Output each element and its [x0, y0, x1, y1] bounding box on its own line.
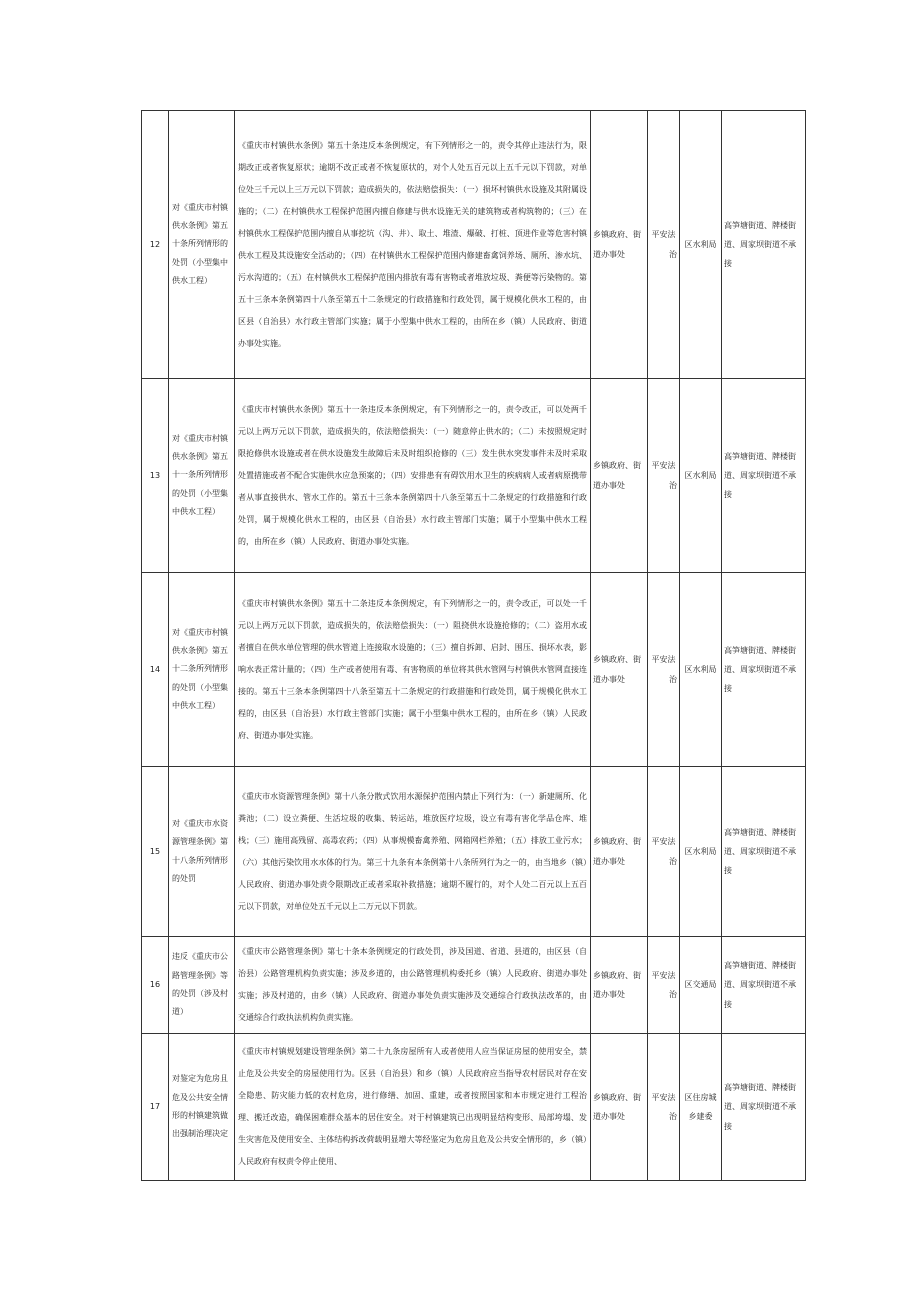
exception-note: 高笋塘街道、牌楼街道、周家坝街道不承接 — [722, 1034, 806, 1181]
competent-department: 区水利局 — [680, 111, 722, 379]
unit-line-2: 治 — [669, 480, 677, 490]
implementing-subject: 乡镇政府、街道办事处 — [591, 573, 648, 767]
competent-department: 区水利局 — [680, 767, 722, 937]
legal-basis: 《重庆市村镇供水条例》第五十条违反本条例规定，有下列情形之一的，责令其停止违法行为，限期改正或者恢复原状；逾期不改正或者不恢复原状的，对个人处五百元以上五千元以下罚款，对单位处三千元以上三万元以下罚款；造成损失的，依法赔偿损失：（一）损坏村镇供水设施及其附属设施的；（二）在村镇供水工程保护范围内擅自修建与供水设施无关的建筑物或者构筑物的；（三）在村镇供水工程保护范围内擅自从事挖坑（沟、井）、取土、堆渣、爆破、打桩、顶进作业等危害村镇供水工程及其设施安全活动的；（四）在村镇供水工程保护范围内修建畜禽饲养场、厕所、渗水坑、污水沟道的；（五）在村镇供水工程保护范围内排放有毒有害物或者堆放垃圾、粪便等污染物的。第五十三条本条例第四十八条至第五十二条规定的行政措施和行政处罚，属于规模化供水工程的，由区县（自治县）水行政主管部门实施；属于小型集中供水工程的，由所在乡（镇）人民政府、街道办事处实施。 — [235, 111, 591, 379]
unit-line-1: 平安法 — [651, 970, 676, 980]
implementing-subject: 乡镇政府、街道办事处 — [591, 1034, 648, 1181]
authority-table — [141, 110, 806, 1181]
legal-basis: 《重庆市村镇规划建设管理条例》第二十九条房屋所有人或者使用人应当保证房屋的使用安全，禁止危及公共安全的房屋使用行为。区县（自治县）和乡（镇）人民政府应当指导农村居民对存在安全隐患、防灾能力低的农村危房，进行修缮、加固、重建，或者按照国家和本市规定进行工程治理、搬迁改造，确保困难群众基本的居住安全。对于村镇建筑已出现明显结构变形、局部垮塌、发生灾害危及使用安全、主体结构拆改荷载明显增大等经鉴定为危房且危及公共安全情形的，乡（镇）人民政府有权责令停止使用、 — [235, 1034, 591, 1181]
competent-department: 区住房城乡建委 — [680, 1034, 722, 1181]
row-number: 14 — [142, 573, 169, 767]
item-name: 对《重庆市水资源管理条例》第十八条所列情形的处罚 — [169, 767, 235, 937]
responsible-unit — [648, 1034, 680, 1181]
exception-note: 高笋塘街道、牌楼街道、周家坝街道不承接 — [722, 379, 806, 573]
legal-basis: 《重庆市村镇供水条例》第五十二条违反本条例规定，有下列情形之一的，责令改正，可以处一千元以上两万元以下罚款，造成损失的，依法赔偿损失：（一）阻挠供水设施抢修的；（二）盗用水或者擅自在供水单位管理的供水管道上连接取水设施的；（三）擅自拆卸、启封、围压、损坏水表，影响水表正常计量的；（四）生产或者使用有毒、有害物质的单位将其供水管网与村镇供水管网直接连接的。第五十三条本条例第四十八条至第五十二条规定的行政措施和行政处罚，属于规模化供水工程的，由区县（自治县）水行政主管部门实施；属于小型集中供水工程的，由所在乡（镇）人民政府、街道办事处实施。 — [235, 573, 591, 767]
implementing-subject: 乡镇政府、街道办事处 — [591, 937, 648, 1034]
row-number: 15 — [142, 767, 169, 937]
exception-note: 高笋塘街道、牌楼街道、周家坝街道不承接 — [722, 937, 806, 1034]
item-name: 违反《重庆市公路管理条例》等的处罚（涉及村道） — [169, 937, 235, 1034]
implementing-subject: 乡镇政府、街道办事处 — [591, 767, 648, 937]
unit-line-2: 治 — [669, 249, 677, 259]
table-row — [142, 1034, 806, 1181]
unit-line-2: 治 — [669, 990, 677, 999]
exception-note: 高笋塘街道、牌楼街道、周家坝街道不承接 — [722, 111, 806, 379]
item-name: 对《重庆市村镇供水条例》第五十二条所列情形的处罚（小型集中供水工程） — [169, 573, 235, 767]
unit-line-2: 治 — [669, 1112, 677, 1121]
competent-department: 区交通局 — [680, 937, 722, 1034]
unit-line-2: 治 — [669, 856, 677, 866]
row-number: 17 — [142, 1034, 169, 1181]
unit-line-1: 平安法 — [651, 655, 676, 665]
exception-note: 高笋塘街道、牌楼街道、周家坝街道不承接 — [722, 573, 806, 767]
responsible-unit — [648, 111, 680, 379]
implementing-subject: 乡镇政府、街道办事处 — [591, 111, 648, 379]
row-number: 13 — [142, 379, 169, 573]
responsible-unit — [648, 937, 680, 1034]
row-number: 16 — [142, 937, 169, 1034]
legal-basis: 《重庆市公路管理条例》第七十条本条例规定的行政处罚，涉及国道、省道、县道的，由区县（自治县）公路管理机构负责实施；涉及乡道的，由公路管理机构委托乡（镇）人民政府、街道办事处实施；涉及村道的，由乡（镇）人民政府、街道办事处负责实施涉及交通综合行政执法改革的，由交通综合行政执法机构负责实施。 — [235, 937, 591, 1034]
responsible-unit — [648, 379, 680, 573]
exception-note: 高笋塘街道、牌楼街道、周家坝街道不承接 — [722, 767, 806, 937]
row-number: 12 — [142, 111, 169, 379]
legal-basis: 《重庆市村镇供水条例》第五十一条违反本条例规定，有下列情形之一的，责令改正，可以处两千元以上两万元以下罚款，造成损失的，依法赔偿损失：（一）随意停止供水的；（二）未按照规定时限抢修供水设施或者在供水设施发生故障后未及时组织抢修的（三）发生供水突发事件未及时采取处置措施或者不配合实施供水应急预案的；（四）安排患有有碍饮用水卫生的疾病病人或者病原携带者从事直接供水、管水工作的。第五十三条本条例第四十八条至第五十二条规定的行政措施和行政处罚，属于规模化供水工程的，由区县（自治县）水行政主管部门实施；属于小型集中供水工程的，由所在乡（镇）人民政府、街道办事处实施。 — [235, 379, 591, 573]
unit-line-2: 治 — [669, 674, 677, 684]
competent-department: 区水利局 — [680, 379, 722, 573]
unit-line-1: 平安法 — [651, 837, 676, 847]
item-name: 对鉴定为危房且危及公共安全情形的村镇建筑做出强制治理决定 — [169, 1034, 235, 1181]
legal-basis: 《重庆市水资源管理条例》第十八条分散式饮用水源保护范围内禁止下列行为：（一）新建厕所、化粪池；（二）设立粪便、生活垃圾的收集、转运站，堆放医疗垃圾，设立有毒有害化学品仓库、堆栈；（三）施用高残留、高毒农药；（四）从事规模畜禽养殖、网箱网栏养殖；（五）排放工业污水；（六）其他污染饮用水水体的行为。第三十九条有本条例第十八条所列行为之一的，由当地乡（镇）人民政府、街道办事处责令限期改正或者采取补救措施；逾期不履行的，对个人处二百元以上五百元以下罚款，对单位处五千元以上二万元以下罚款。 — [235, 767, 591, 937]
implementing-subject: 乡镇政府、街道办事处 — [591, 379, 648, 573]
unit-line-1: 平安法 — [651, 230, 676, 240]
responsible-unit — [648, 767, 680, 937]
item-name: 对《重庆市村镇供水条例》第五十条所列情形的处罚（小型集中供水工程） — [169, 111, 235, 379]
item-name: 对《重庆市村镇供水条例》第五十一条所列情形的处罚（小型集中供水工程） — [169, 379, 235, 573]
unit-line-1: 平安法 — [651, 461, 676, 471]
competent-department: 区水利局 — [680, 573, 722, 767]
table-row — [142, 767, 806, 937]
table-row — [142, 573, 806, 767]
table-row — [142, 111, 806, 379]
table-row — [142, 937, 806, 1034]
unit-line-1: 平安法 — [651, 1092, 676, 1102]
table-row — [142, 379, 806, 573]
responsible-unit — [648, 573, 680, 767]
